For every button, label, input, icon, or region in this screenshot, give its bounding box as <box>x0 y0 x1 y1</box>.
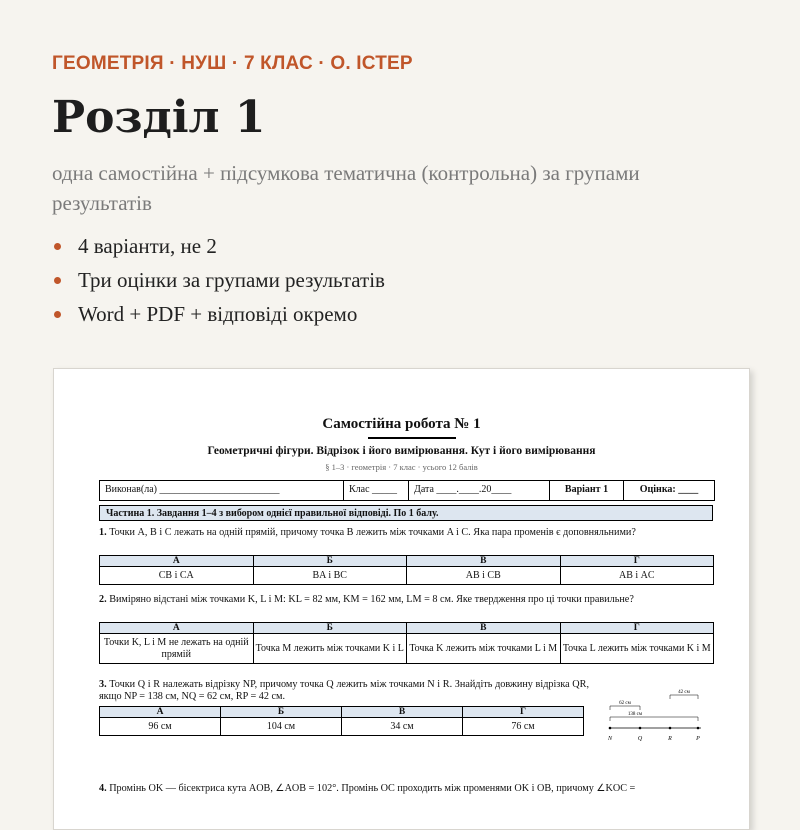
feature-text: 4 варіанти, не 2 <box>78 234 217 258</box>
answer-option: AB і CB <box>407 567 561 585</box>
point-label: R <box>668 736 672 742</box>
answer-option: 34 см <box>342 718 463 736</box>
page-subtitle: одна самостійна + підсумкова тематична (контрольна) за групами результатів <box>52 161 640 215</box>
answer-table-3 <box>99 706 584 736</box>
option-header: В <box>407 623 561 634</box>
point-p <box>697 727 700 730</box>
course-eyebrow: ГЕОМЕТРІЯ · НУШ · 7 КЛАС · О. ІСТЕР <box>52 53 413 74</box>
question-text: Промінь OK — бісектриса кута AOB, ∠AOB = 102°. Промінь OC проходить між променями OK і OB, причому ∠KOC = <box>109 783 636 794</box>
feature-list <box>54 233 385 335</box>
question-number: 2. <box>99 594 107 605</box>
bullet-icon <box>54 277 61 284</box>
answer-option: AB і AC <box>560 567 714 585</box>
answer-option: Точка L лежить між точками K і M <box>560 634 714 664</box>
question-number: 3. <box>99 679 107 690</box>
option-header: Б <box>253 623 407 634</box>
feature-item <box>54 267 385 301</box>
answer-option: Точка K лежить між точками L і M <box>407 634 561 664</box>
measure-label: 62 см <box>619 701 631 706</box>
point-r <box>669 727 672 730</box>
feature-item <box>54 233 385 267</box>
question-2 <box>99 594 713 606</box>
grade-field: Оцінка: ____ <box>639 484 699 495</box>
feature-text: Три оцінки за групами результатів <box>78 268 385 292</box>
answer-option: BA і BC <box>253 567 407 585</box>
name-field: Виконав(ла) ________________________ <box>100 481 344 500</box>
feature-item <box>54 301 385 335</box>
bracket-np <box>610 717 698 721</box>
measure-label: 42 см <box>678 690 690 695</box>
answer-table-2 <box>99 622 714 664</box>
class-field: Клас _____ <box>344 481 409 500</box>
option-header: А <box>100 623 254 634</box>
answer-option: Точки K, L і M не лежать на одній прямій <box>100 634 254 664</box>
option-header: Г <box>463 707 584 718</box>
bracket-nq <box>610 706 640 710</box>
question-text: Виміряно відстані між точками K, L і M: KL = 82 мм, KM = 162 мм, LM = 8 см. Яке твердження про ці точки правильне? <box>109 594 634 605</box>
option-header: Г <box>560 556 714 567</box>
option-header: Б <box>253 556 407 567</box>
segment-diagram <box>605 685 715 745</box>
point-q <box>639 727 642 730</box>
answer-table-1 <box>99 555 714 585</box>
feature-text: Word + PDF + відповіді окремо <box>78 302 358 326</box>
option-header: Г <box>560 623 714 634</box>
point-label: P <box>696 736 700 742</box>
question-3 <box>99 679 589 703</box>
point-label: Q <box>637 736 643 742</box>
worksheet-meta: § 1–3 · геометрія · 7 клас · усього 12 балів <box>325 462 478 472</box>
part-heading: Частина 1. Завдання 1–4 з вибором однієї правильної відповіді. По 1 балу. <box>99 505 713 521</box>
student-info-bar <box>99 480 715 501</box>
question-4 <box>99 783 713 795</box>
answer-option: Точка M лежить між точками K і L <box>253 634 407 664</box>
question-text: Точки A, B і C лежать на одній прямій, причому точка B лежить між точками A і C. Яка пара променів є доповняльними? <box>109 527 636 538</box>
page-title: Розділ 1 <box>52 92 266 143</box>
worksheet-subtitle: Геометричні фігури. Відрізок і його вимірювання. Кут і його вимірювання <box>207 445 596 457</box>
option-header: А <box>100 707 221 718</box>
question-number: 4. <box>99 783 107 794</box>
answer-option: CB і CA <box>100 567 254 585</box>
bullet-icon <box>54 311 61 318</box>
option-header: В <box>342 707 463 718</box>
bullet-icon <box>54 243 61 250</box>
question-number: 1. <box>99 527 107 538</box>
variant-label: Варіант 1 <box>550 481 624 500</box>
option-header: Б <box>221 707 342 718</box>
date-field: Дата ____.____.20____ <box>409 481 550 500</box>
point-n <box>609 727 612 730</box>
question-text: Точки Q і R належать відрізку NP, причому точка Q лежить між точками N і R. Знайдіть довжину відрізка QR, якщо NP = 138 см, NQ = 62 см, RP = 42 см. <box>99 679 589 702</box>
answer-option: 96 см <box>100 718 221 736</box>
title-underline <box>368 437 456 439</box>
measure-label: 138 см <box>627 712 643 717</box>
point-label: N <box>607 736 613 742</box>
worksheet-preview <box>53 368 750 830</box>
answer-option: 76 см <box>463 718 584 736</box>
question-1 <box>99 527 713 539</box>
worksheet-title: Самостійна робота № 1 <box>322 416 481 432</box>
option-header: В <box>407 556 561 567</box>
option-header: А <box>100 556 254 567</box>
answer-option: 104 см <box>221 718 342 736</box>
bracket-rp <box>670 695 698 699</box>
